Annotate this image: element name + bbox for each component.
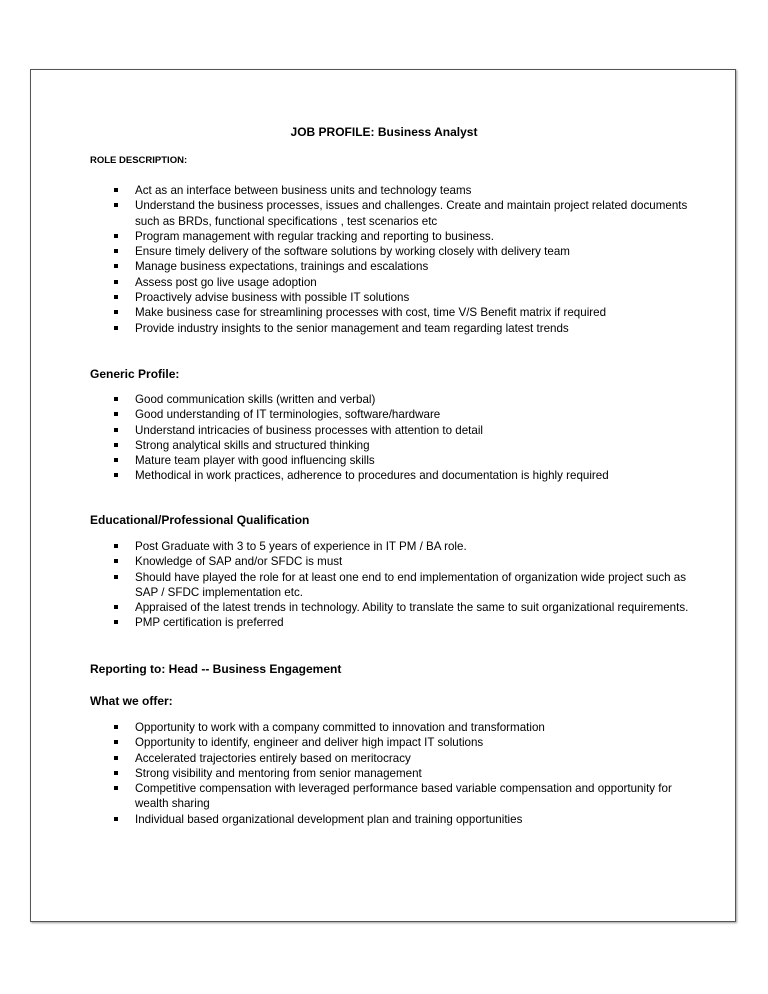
list-item: [114, 554, 694, 569]
list-item: [114, 438, 694, 453]
bullet-icon: [114, 740, 118, 744]
list-item-text: Strong visibility and mentoring from senior management: [135, 766, 422, 780]
list-item-text: Good understanding of IT terminologies, software/hardware: [135, 408, 441, 422]
list-item-text: Program management with regular tracking and reporting to business.: [135, 229, 494, 243]
list-item-text: Understand intricacies of business processes with attention to detail: [135, 423, 483, 437]
bullet-icon: [114, 817, 118, 821]
list-item: [114, 453, 694, 468]
what-we-offer-heading: What we offer:: [90, 694, 173, 708]
bullet-icon: [114, 428, 118, 432]
page-title: JOB PROFILE: Business Analyst: [290, 125, 478, 139]
bullet-icon: [114, 310, 118, 314]
list-item-text: Understand the business processes, issues and challenges. Create and maintain project related documents such as BRDs, functional specifications , test scenarios etc: [135, 199, 688, 228]
bullet-icon: [114, 264, 118, 268]
list-item: [114, 198, 694, 229]
bullet-icon: [114, 544, 118, 548]
list-item-text: Strong analytical skills and structured thinking: [135, 438, 370, 452]
bullet-icon: [114, 234, 118, 238]
list-item-text: Appraised of the latest trends in technology. Ability to translate the same to suit organizational requirements.: [135, 601, 689, 615]
list-item: [114, 735, 694, 750]
bullet-icon: [114, 771, 118, 775]
list-item: [114, 720, 694, 735]
list-item: [114, 392, 694, 407]
role-description-heading: ROLE DESCRIPTION:: [90, 155, 188, 166]
list-item-text: Ensure timely delivery of the software solutions by working closely with delivery team: [135, 245, 570, 259]
bullet-icon: [114, 458, 118, 462]
list-item-text: Manage business expectations, trainings and escalations: [135, 260, 429, 274]
generic-profile-list: [114, 392, 694, 484]
what-we-offer-list: [114, 720, 694, 827]
qualification-heading: Educational/Professional Qualification: [90, 513, 310, 527]
list-item: [114, 259, 694, 274]
list-item-text: Post Graduate with 3 to 5 years of experience in IT PM / BA role.: [135, 540, 467, 553]
bullet-icon: [114, 188, 118, 192]
list-item: [114, 321, 694, 336]
list-item-text: Good communication skills (written and verbal): [135, 393, 376, 406]
list-item-text: Proactively advise business with possible IT solutions: [135, 291, 410, 305]
list-item: [114, 183, 694, 198]
list-item: [114, 305, 694, 320]
bullet-icon: [114, 280, 118, 284]
list-item: [114, 751, 694, 766]
bullet-icon: [114, 620, 118, 624]
list-item-text: Make business case for streamlining processes with cost, time V/S Benefit matrix if required: [135, 306, 607, 320]
list-item-text: PMP certification is preferred: [135, 616, 284, 630]
bullet-icon: [114, 725, 118, 729]
list-item-text: Assess post go live usage adoption: [135, 275, 317, 289]
list-item: [114, 812, 694, 827]
list-item: [114, 600, 694, 615]
generic-profile-heading: Generic Profile:: [90, 367, 180, 381]
list-item: [114, 615, 694, 630]
list-item: [114, 275, 694, 290]
bullet-icon: [114, 397, 118, 401]
list-item: [114, 244, 694, 259]
list-item: [114, 781, 694, 812]
list-item: [114, 290, 694, 305]
reporting-to: Reporting to: Head -- Business Engagement: [90, 662, 342, 676]
bullet-icon: [114, 559, 118, 563]
bullet-icon: [114, 473, 118, 477]
bullet-icon: [114, 249, 118, 253]
role-description-list: [114, 183, 694, 336]
list-item: [114, 468, 694, 483]
list-item-text: Mature team player with good influencing skills: [135, 454, 375, 468]
bullet-icon: [114, 575, 118, 579]
list-item-text: Methodical in work practices, adherence to procedures and documentation is highly required: [135, 469, 609, 483]
list-item-text: Opportunity to work with a company committed to innovation and transformation: [135, 721, 545, 734]
list-item-text: Act as an interface between business units and technology teams: [135, 184, 472, 197]
list-item-text: Individual based organizational development plan and training opportunities: [135, 812, 523, 826]
list-item-text: Accelerated trajectories entirely based on meritocracy: [135, 751, 411, 765]
list-item: [114, 407, 694, 422]
bullet-icon: [114, 412, 118, 416]
bullet-icon: [114, 203, 118, 207]
list-item: [114, 570, 694, 601]
list-item-text: Competitive compensation with leveraged performance based variable compensation and opportunity for wealth sharing: [135, 782, 672, 811]
bullet-icon: [114, 326, 118, 330]
bullet-icon: [114, 443, 118, 447]
bullet-icon: [114, 786, 118, 790]
list-item: [114, 229, 694, 244]
bullet-icon: [114, 295, 118, 299]
list-item-text: Should have played the role for at least one end to end implementation of organization wide project such as SAP / SFDC implementation etc.: [135, 570, 687, 599]
list-item-text: Provide industry insights to the senior management and team regarding latest trends: [135, 321, 569, 335]
list-item-text: Knowledge of SAP and/or SFDC is must: [135, 555, 343, 569]
qualification-list: [114, 539, 694, 631]
list-item: [114, 766, 694, 781]
bullet-icon: [114, 756, 118, 760]
bullet-icon: [114, 605, 118, 609]
list-item: [114, 423, 694, 438]
list-item: [114, 539, 694, 554]
list-item-text: Opportunity to identify, engineer and deliver high impact IT solutions: [135, 736, 484, 750]
